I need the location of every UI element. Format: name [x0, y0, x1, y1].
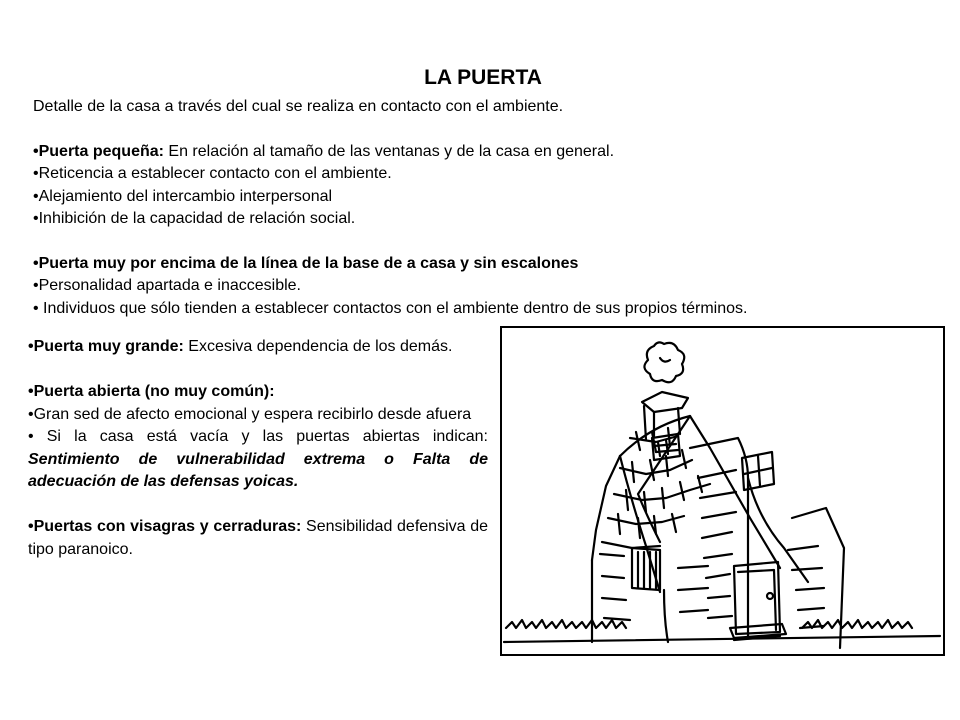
big-door-paragraph: [28, 336, 488, 359]
big-door-text: Excesiva dependencia de los demás.: [183, 338, 453, 355]
high-door-item: • Individuos que sólo tienden a establecer contactos con el ambiente dentro de sus propios términos.: [33, 299, 748, 317]
big-door-label: •Puerta muy grande:: [28, 338, 184, 355]
open-door-item-emphasis: Sentimiento de vulnerabilidad extrema o Falta de adecuación de las defensas yoicas.: [28, 450, 488, 490]
house-drawing-icon: [502, 328, 943, 654]
small-door-text: En relación al tamaño de las ventanas y de la casa en general.: [163, 142, 615, 160]
open-door-item-empty-house: [28, 426, 488, 494]
small-door-item: •Reticencia a establecer contacto con el ambiente.: [33, 165, 392, 182]
small-door-item: •Inhibición de la capacidad de relación social.: [33, 210, 356, 227]
small-door-heading: [33, 141, 933, 164]
page-title: LA PUERTA: [424, 66, 542, 89]
top-section: [33, 96, 933, 320]
small-door-item: •Alejamiento del intercambio interpersonal: [33, 187, 333, 205]
open-door-item-text: • Si la casa está vacía y las puertas abiertas indican:: [28, 428, 488, 445]
hinges-label: •Puertas con visagras y cerraduras:: [28, 518, 302, 535]
small-door-label: •Puerta pequeña:: [33, 142, 164, 160]
hinges-paragraph: [28, 516, 488, 561]
left-column: [28, 336, 488, 561]
intro-text: Detalle de la casa a través del cual se realiza en contacto con el ambiente.: [33, 98, 564, 115]
hinges-text: Sensibilidad defensiva de tipo paranoico.: [28, 518, 489, 558]
high-door-item: •Personalidad apartada e inaccesible.: [33, 277, 301, 294]
high-door-heading: •Puerta muy por encima de la línea de la base de a casa y sin escalones: [33, 254, 579, 272]
open-door-heading: •Puerta abierta (no muy común):: [28, 383, 275, 400]
open-door-item: •Gran sed de afecto emocional y espera recibirlo desde afuera: [28, 405, 472, 423]
house-drawing: [500, 326, 945, 656]
